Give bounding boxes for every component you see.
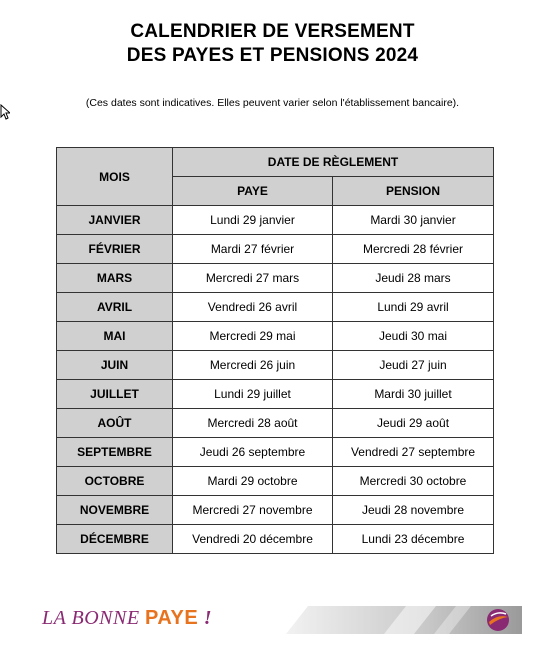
month-cell: NOVEMBRE (57, 496, 173, 525)
paye-cell: Mercredi 27 novembre (173, 496, 333, 525)
footer (0, 600, 545, 640)
logo-text-part1: LA BONNE (42, 607, 146, 629)
month-cell: SEPTEMBRE (57, 438, 173, 467)
month-cell: DÉCEMBRE (57, 525, 173, 554)
title-line-2: DES PAYES ET PENSIONS 2024 (126, 45, 419, 66)
paye-cell: Mercredi 27 mars (173, 264, 333, 293)
table-row (57, 409, 494, 438)
table-row (57, 351, 494, 380)
paye-cell: Lundi 29 janvier (173, 206, 333, 235)
table-row (57, 322, 494, 351)
brand-emblem-icon (486, 608, 510, 632)
month-cell: AVRIL (57, 293, 173, 322)
paye-cell: Mercredi 28 août (173, 409, 333, 438)
table-row (57, 380, 494, 409)
month-cell: OCTOBRE (57, 467, 173, 496)
table-row (57, 496, 494, 525)
paye-cell: Mercredi 26 juin (173, 351, 333, 380)
paye-cell: Mercredi 29 mai (173, 322, 333, 351)
paye-cell: Mardi 29 octobre (173, 467, 333, 496)
month-cell: MARS (57, 264, 173, 293)
brand-logo (42, 607, 212, 630)
title-line-1: CALENDRIER DE VERSEMENT (130, 21, 415, 42)
pension-cell: Jeudi 30 mai (333, 322, 494, 351)
header-paye: PAYE (173, 177, 333, 206)
table-row (57, 264, 494, 293)
pension-cell: Mercredi 28 février (333, 235, 494, 264)
month-cell: JUIN (57, 351, 173, 380)
pension-cell: Jeudi 29 août (333, 409, 494, 438)
table-row (57, 235, 494, 264)
logo-text-part3: ! (198, 607, 212, 629)
pension-cell: Lundi 23 décembre (333, 525, 494, 554)
table-row (57, 293, 494, 322)
payment-calendar-table (56, 147, 494, 554)
logo-text-part2: PAYE (145, 607, 199, 629)
table-row (57, 467, 494, 496)
pension-cell: Mardi 30 janvier (333, 206, 494, 235)
month-cell: AOÛT (57, 409, 173, 438)
header-mois: MOIS (57, 148, 173, 206)
table-row (57, 438, 494, 467)
pension-cell: Mardi 30 juillet (333, 380, 494, 409)
paye-cell: Jeudi 26 septembre (173, 438, 333, 467)
paye-cell: Lundi 29 juillet (173, 380, 333, 409)
pension-cell: Vendredi 27 septembre (333, 438, 494, 467)
mouse-pointer-icon (0, 104, 10, 120)
paye-cell: Vendredi 26 avril (173, 293, 333, 322)
month-cell: JUILLET (57, 380, 173, 409)
month-cell: FÉVRIER (57, 235, 173, 264)
pension-cell: Jeudi 27 juin (333, 351, 494, 380)
pension-cell: Lundi 29 avril (333, 293, 494, 322)
header-date-reglement: DATE DE RÈGLEMENT (173, 148, 494, 177)
pension-cell: Mercredi 30 octobre (333, 467, 494, 496)
table-row (57, 525, 494, 554)
table-row (57, 206, 494, 235)
pension-cell: Jeudi 28 mars (333, 264, 494, 293)
disclaimer-text: (Ces dates sont indicatives. Elles peuvent varier selon l'établissement bancaire). (85, 97, 460, 109)
pension-cell: Jeudi 28 novembre (333, 496, 494, 525)
month-cell: MAI (57, 322, 173, 351)
month-cell: JANVIER (57, 206, 173, 235)
paye-cell: Vendredi 20 décembre (173, 525, 333, 554)
header-pension: PENSION (333, 177, 494, 206)
page-title (0, 20, 545, 68)
paye-cell: Mardi 27 février (173, 235, 333, 264)
